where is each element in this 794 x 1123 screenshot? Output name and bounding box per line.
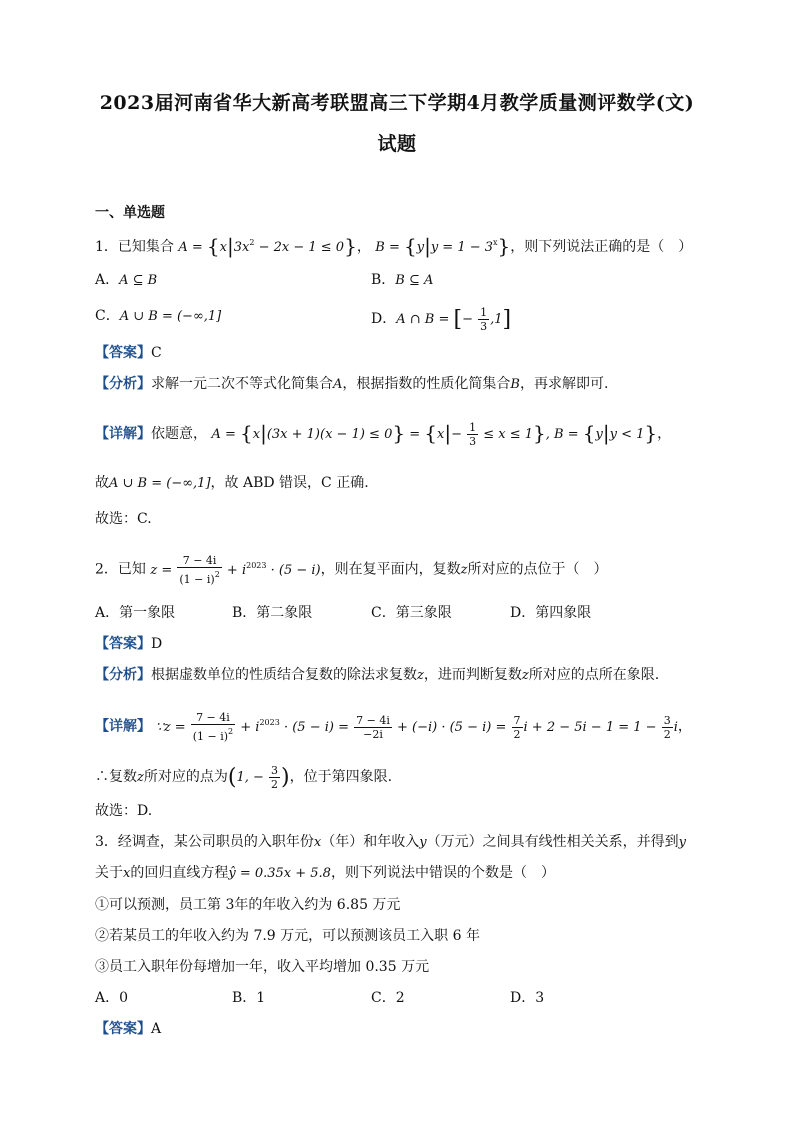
- q2-option-b: B．第二象限: [232, 605, 313, 621]
- q3-stem-line1: 3．经调查，某公司职员的入职年份x（年）和年收入y（万元）之间具有线性相关关系，并得到y: [95, 834, 686, 850]
- q3-option-a: A．0: [95, 990, 129, 1006]
- q1-option-b: B．B ⊆ A: [371, 272, 434, 288]
- doc-title-cont: 试题: [377, 133, 417, 155]
- q1-set-a: $A = \{x|3x^2 - 2x - 1 \le 0\}$: [178, 234, 357, 258]
- q3-option-d: D．3: [510, 990, 545, 1006]
- q3-option-c: C．2: [371, 990, 405, 1006]
- q2-answer: 【答案】D: [95, 636, 163, 652]
- q1-stem: 1．已知集合 $A = \{x|3x^2 - 2x - 1 \le 0\}$， $B = \{y|y = 1 - 3^x\}$，则下列说法正确的是（ ）: [95, 234, 693, 258]
- doc-title: 2023届河南省华大新高考联盟高三下学期4月教学质量测评数学(文): [99, 92, 695, 114]
- q1-option-a: A．A ⊆ B: [95, 272, 158, 288]
- q3-item-3: ③员工入职年份每增加一年，收入平均增加 0.35 万元: [95, 959, 430, 975]
- section-heading: 一、单选题: [95, 205, 165, 221]
- q1-set-b: $B = \{y|y = 1 - 3^x\}$: [375, 234, 511, 258]
- q2-detail: 【详解】 ∵z = $\frac{7 - 4i}{(1 - i)^2}$ + $i^{2023} \cdot (5 - i)$ = $\frac{7 - 4i}{-2i}$ + (−i) · (5 − i) = $\frac{7}{2}$ i + 2 − 5i − 1 = 1 − $\frac{3}{2}$ i，: [95, 711, 692, 743]
- q1-conclusion: 故A ∪ B = (−∞,1]，故 ABD 错误，C 正确.: [95, 475, 369, 491]
- q1-option-d: D．A ∩ B = [− $\frac{1}{3}$ ,1]: [371, 306, 512, 333]
- q1-choose: 故选：C.: [95, 511, 152, 527]
- q2-option-a: A．第一象限: [95, 605, 176, 621]
- q3-item-2: ②若某员工的年收入约为 7.9 万元，可以预测该员工入职 6 年: [95, 928, 480, 944]
- q3-stem-line2: 关于x的回归直线方程ŷ = 0.35x + 5.8，则下列说法中错误的个数是（ ）: [95, 865, 555, 881]
- q1-analysis: 【分析】求解一元二次不等式化简集合A，根据指数的性质化简集合B，再求解即可.: [95, 376, 609, 392]
- q2-option-d: D．第四象限: [510, 605, 592, 621]
- q1-answer: 【答案】C: [95, 345, 162, 361]
- q1-option-c: C．A ∪ B = (−∞,1]: [95, 308, 222, 324]
- q2-conclusion: ∴复数z所对应的点为(1, − $\frac{3}{2}$ )，位于第四象限.: [95, 764, 393, 791]
- q3-answer: 【答案】A: [95, 1021, 162, 1037]
- q2-choose: 故选：D.: [95, 803, 153, 819]
- q3-option-b: B．1: [232, 990, 266, 1006]
- q1-detail: 【详解】依题意， A = {x|(3x + 1)(x − 1) ≤ 0} = {x|− $\frac{1}{3}$ ≤ x ≤ 1}, B = {y|y < 1}，: [95, 421, 672, 448]
- q2-option-c: C．第三象限: [371, 605, 452, 621]
- q3-item-1: ①可以预测，员工第 3年的年收入约为 6.85 万元: [95, 897, 401, 913]
- q2-stem: 2．已知 z = $\frac{7 - 4i}{(1 - i)^2}$ + $i^{2023} \cdot (5 - i)$，则在复平面内，复数z所对应的点位于（ ）: [95, 554, 608, 586]
- q2-analysis: 【分析】根据虚数单位的性质结合复数的除法求复数z，进而判断复数z所对应的点所在象限.: [95, 667, 660, 683]
